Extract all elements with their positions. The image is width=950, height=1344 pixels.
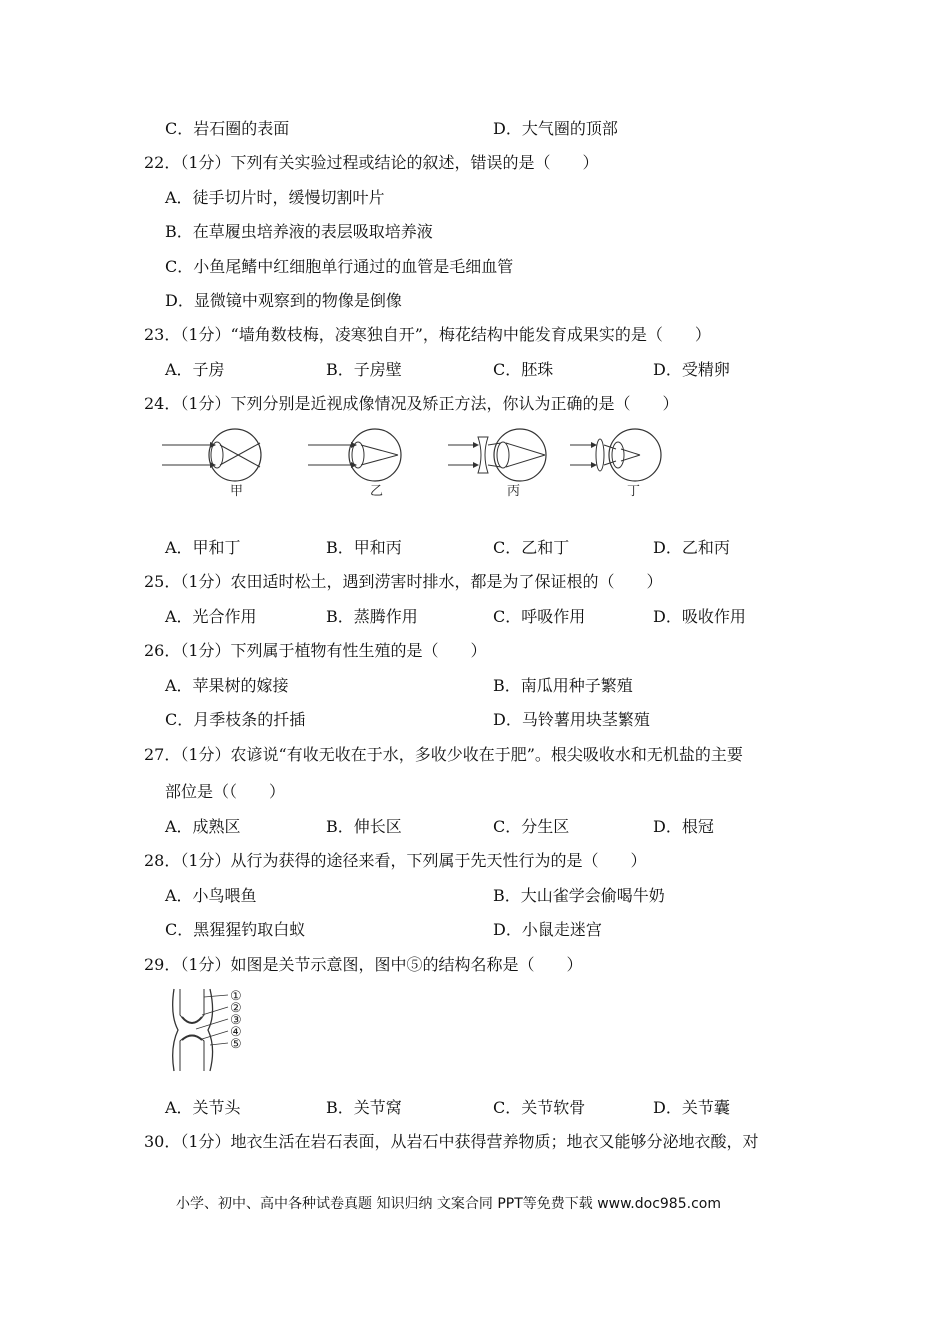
q28-option-a: A．小鸟喂鱼 — [165, 886, 257, 905]
q27-option-d: D．根冠 — [653, 817, 714, 836]
eye-diagram-jia — [162, 429, 261, 499]
eye-diagram-ding — [570, 429, 661, 499]
page-footer: 小学、初中、高中各种试卷真题 知识归纳 文案合同 PPT等免费下载 www.doc985.com — [176, 1196, 721, 1212]
q25-option-a: A．光合作用 — [165, 607, 257, 626]
q22-option-c: C．小鱼尾鳍中红细胞单行通过的血管是毛细血管 — [165, 257, 514, 276]
q22-option-d: D．显微镜中观察到的物像是倒像 — [165, 291, 402, 310]
joint-label-3: ③ — [230, 1013, 242, 1028]
q26-option-b: B．南瓜用种子繁殖 — [493, 676, 633, 695]
q23-option-c: C．胚珠 — [493, 360, 554, 379]
caption-jia: 甲 — [230, 484, 244, 499]
q29-option-c: C．关节软骨 — [493, 1098, 586, 1117]
q28-option-b: B．大山雀学会偷喝牛奶 — [493, 886, 665, 905]
q29-option-b: B．关节窝 — [326, 1098, 402, 1117]
q26-option-a: A．苹果树的嫁接 — [165, 676, 289, 695]
q27-stem-cont: 部位是（（ ） — [165, 782, 286, 801]
q23-option-d: D．受精卵 — [653, 360, 730, 379]
q24-option-a: A．甲和丁 — [165, 538, 241, 557]
q23-option-a: A．子房 — [165, 360, 225, 379]
q25-option-d: D．吸收作用 — [653, 607, 746, 626]
q27-option-b: B．伸长区 — [326, 817, 402, 836]
q22-stem: 22．（1分）下列有关实验过程或结论的叙述，错误的是（ ） — [144, 153, 599, 172]
q27-option-c: C．分生区 — [493, 817, 570, 836]
q24-option-c: C．乙和丁 — [493, 538, 570, 557]
q23-stem: 23．（1分）“墙角数枝梅，凌寒独自开”，梅花结构中能发育成果实的是（ ） — [144, 325, 711, 344]
joint-label-2: ② — [230, 1001, 242, 1016]
q24-option-d: D．乙和丙 — [653, 538, 730, 557]
q29-stem: 29．（1分）如图是关节示意图，图中⑤的结构名称是（ ） — [144, 955, 583, 974]
q26-option-c: C．月季枝条的扦插 — [165, 710, 306, 729]
q25-option-b: B．蒸腾作用 — [326, 607, 418, 626]
q22-option-b: B．在草履虫培养液的表层吸取培养液 — [165, 222, 433, 241]
eye-diagram-bing — [448, 429, 546, 499]
q22-option-a: A．徒手切片时，缓慢切割叶片 — [165, 188, 385, 207]
q24-stem: 24．（1分）下列分别是近视成像情况及矫正方法，你认为正确的是（ ） — [144, 394, 679, 413]
joint-label-5: ⑤ — [230, 1037, 242, 1052]
q29-option-d: D．关节囊 — [653, 1098, 730, 1117]
caption-yi: 乙 — [370, 484, 384, 499]
q26-stem: 26．（1分）下列属于植物有性生殖的是（ ） — [144, 641, 487, 660]
q21-option-d: D．大气圈的顶部 — [493, 119, 618, 138]
q28-option-c: C．黑猩猩钓取白蚁 — [165, 920, 306, 939]
q29-option-a: A．关节头 — [165, 1098, 241, 1117]
q21-option-c: C．岩石圈的表面 — [165, 119, 290, 138]
joint-label-4: ④ — [230, 1025, 242, 1040]
caption-ding: 丁 — [627, 484, 641, 499]
q30-stem: 30．（1分）地衣生活在岩石表面，从岩石中获得营养物质；地衣又能够分泌地衣酸，对 — [144, 1132, 759, 1151]
q25-option-c: C．呼吸作用 — [493, 607, 586, 626]
q28-stem: 28．（1分）从行为获得的途径来看，下列属于先天性行为的是（ ） — [144, 851, 647, 870]
joint-label-1: ① — [230, 989, 242, 1004]
eye-diagram-yi — [308, 429, 401, 499]
q24-option-b: B．甲和丙 — [326, 538, 402, 557]
eye-diagrams-figure — [160, 425, 680, 505]
caption-bing: 丙 — [507, 484, 521, 499]
q23-option-b: B．子房壁 — [326, 360, 402, 379]
q25-stem: 25．（1分）农田适时松土，遇到涝害时排水，都是为了保证根的（ ） — [144, 572, 663, 591]
q27-option-a: A．成熟区 — [165, 817, 241, 836]
q27-stem: 27．（1分）农谚说“有收无收在于水，多收少收在于肥”。根尖吸收水和无机盐的主要 — [144, 745, 743, 764]
q26-option-d: D．马铃薯用块茎繁殖 — [493, 710, 650, 729]
joint-diagram-figure — [162, 985, 262, 1075]
q28-option-d: D．小鼠走迷宫 — [493, 920, 602, 939]
